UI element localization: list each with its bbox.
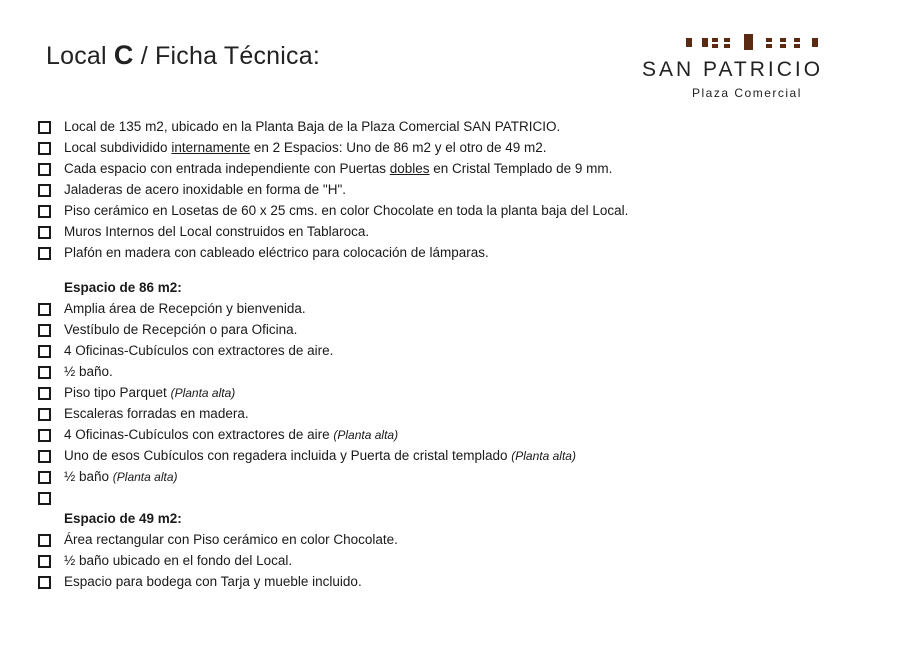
- list-item: ½ baño.: [38, 361, 878, 382]
- list-item: Piso cerámico en Losetas de 60 x 25 cms. en color Chocolate en toda la planta baja del Local.: [38, 200, 878, 221]
- list-item: Plafón en madera con cableado eléctrico para colocación de lámparas.: [38, 242, 878, 263]
- checkbox-icon: [38, 226, 51, 239]
- checkbox-icon: [38, 345, 51, 358]
- list-item: Escaleras forradas en madera.: [38, 403, 878, 424]
- list-item: Local de 135 m2, ubicado en la Planta Baja de la Plaza Comercial SAN PATRICIO.: [38, 116, 878, 137]
- logo-mark-icon: [686, 34, 826, 50]
- checkbox-icon: [38, 408, 51, 421]
- page-title: [46, 40, 320, 71]
- checkbox-icon: [38, 555, 51, 568]
- checkbox-icon: [38, 303, 51, 316]
- list-item: Local subdividido internamente en 2 Espacios: Uno de 86 m2 y el otro de 49 m2.: [38, 137, 878, 158]
- list-item: Cada espacio con entrada independiente con Puertas dobles en Cristal Templado de 9 mm.: [38, 158, 878, 179]
- list-item: Espacio para bodega con Tarja y mueble incluido.: [38, 571, 878, 592]
- checkbox-icon: [38, 387, 51, 400]
- checkbox-icon: [38, 366, 51, 379]
- checkbox-icon: [38, 184, 51, 197]
- list-item: Área rectangular con Piso cerámico en color Chocolate.: [38, 529, 878, 550]
- checkbox-icon: [38, 534, 51, 547]
- list-item: Vestíbulo de Recepción o para Oficina.: [38, 319, 878, 340]
- title-prefix: Local: [46, 42, 114, 70]
- section-heading-49: Espacio de 49 m2:: [64, 511, 182, 526]
- checkbox-icon: [38, 492, 51, 505]
- checkbox-icon: [38, 163, 51, 176]
- list-item: Muros Internos del Local construidos en Tablaroca.: [38, 221, 878, 242]
- list-item: Uno de esos Cubículos con regadera incluida y Puerta de cristal templado (Planta alta): [38, 445, 878, 466]
- list-item: 4 Oficinas-Cubículos con extractores de aire (Planta alta): [38, 424, 878, 445]
- list-item: 4 Oficinas-Cubículos con extractores de aire.: [38, 340, 878, 361]
- title-suffix: / Ficha Técnica:: [133, 42, 320, 70]
- checkbox-icon: [38, 121, 51, 134]
- title-letter: C: [113, 40, 134, 70]
- section-heading-86: Espacio de 86 m2:: [64, 280, 182, 295]
- checkbox-icon: [38, 450, 51, 463]
- list-item: Jaladeras de acero inoxidable en forma de "H".: [38, 179, 878, 200]
- checkbox-icon: [38, 142, 51, 155]
- list-item: Piso tipo Parquet (Planta alta): [38, 382, 878, 403]
- checkbox-icon: [38, 576, 51, 589]
- logo-name: SAN PATRICIO: [642, 58, 824, 81]
- checkbox-icon: [38, 205, 51, 218]
- spec-list: [38, 116, 878, 592]
- list-item: [38, 487, 878, 508]
- checkbox-icon: [38, 247, 51, 260]
- list-item: ½ baño ubicado en el fondo del Local.: [38, 550, 878, 571]
- list-item: Amplia área de Recepción y bienvenida.: [38, 298, 878, 319]
- checkbox-icon: [38, 429, 51, 442]
- logo-subtitle: Plaza Comercial: [692, 86, 802, 100]
- checkbox-icon: [38, 324, 51, 337]
- checkbox-icon: [38, 471, 51, 484]
- list-item: ½ baño (Planta alta): [38, 466, 878, 487]
